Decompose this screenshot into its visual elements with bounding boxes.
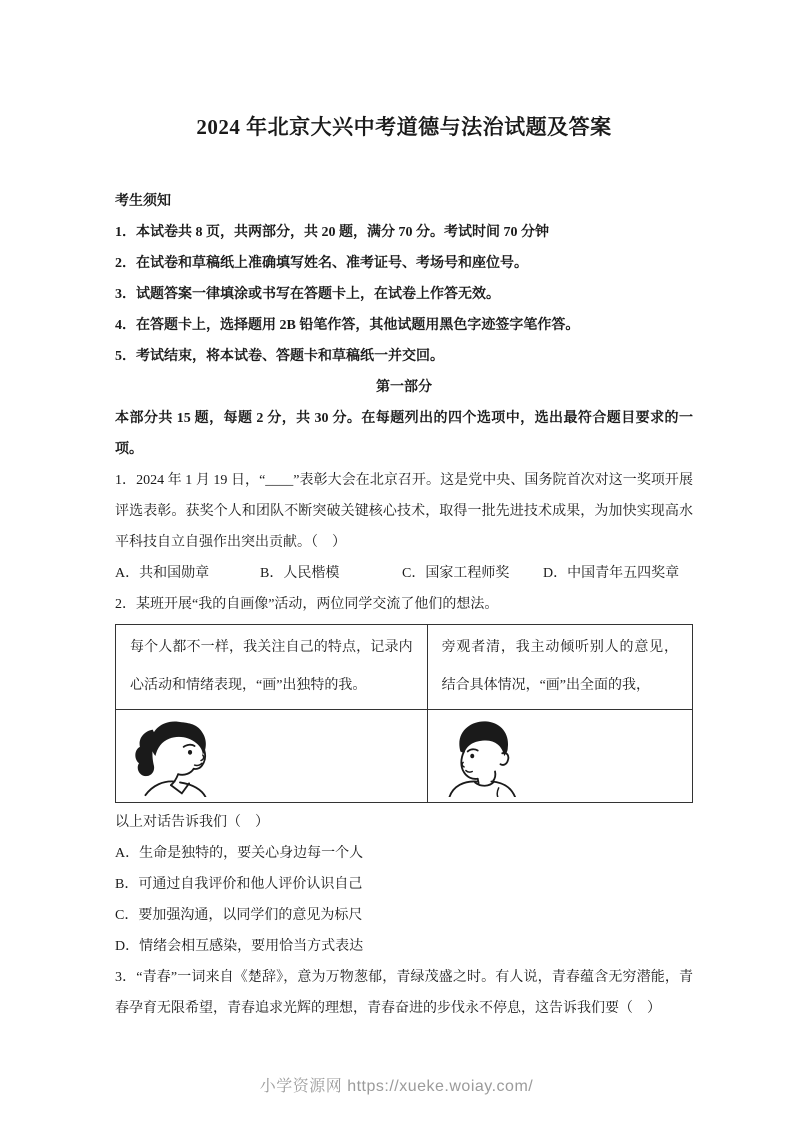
- part-one-description: 本部分共 15 题，每题 2 分，共 30 分。在每题列出的四个选项中，选出最符合题目要求的一项。: [115, 411, 693, 457]
- notice-item-3: 3．试题答案一律填涂或书写在答题卡上，在试卷上作答无效。: [115, 287, 500, 302]
- question-2-option-d: D．情绪会相互感染，要用恰当方式表达: [115, 939, 364, 954]
- table-row-portraits: [116, 710, 693, 803]
- notice-item-4: 4．在答题卡上，选择题用 2B 铅笔作答，其他试题用黑色字迹签字笔作答。: [115, 318, 580, 333]
- question-1-option-b: B．人民楷模: [260, 566, 340, 581]
- boy-illustration: [434, 715, 536, 797]
- question-2-option-a: A．生命是独特的，要关心身边每一个人: [115, 846, 364, 861]
- question-1-option-d: D．中国青年五四奖章: [543, 566, 680, 581]
- table-cell-girl-portrait: [116, 710, 428, 803]
- notice-item-1: 1．本试卷共 8 页，共两部分，共 20 题，满分 70 分。考试时间 70 分钟: [115, 225, 549, 240]
- question-1-option-a: A．共和国勋章: [115, 566, 210, 581]
- table-row-speech: [116, 625, 693, 710]
- page-title: 2024 年北京大兴中考道德与法治试题及答案: [196, 115, 612, 139]
- notice-item-2: 2．在试卷和草稿纸上准确填写姓名、准考证号、考场号和座位号。: [115, 256, 528, 271]
- girl-illustration: [122, 715, 238, 797]
- question-2-option-b: B．可通过自我评价和他人评价认识自己: [115, 877, 363, 892]
- question-2-option-c: C．要加强沟通，以同学们的意见为标尺: [115, 908, 363, 923]
- footer-watermark: 小学资源网 https://xueke.woiay.com/: [259, 1078, 534, 1095]
- question-3-text: 3．“青春”一词来自《楚辞》，意为万物葱郁，青绿茂盛之时。有人说，青春蕴含无穷潜能，青春孕育无限希望，青春追求光辉的理想，青春奋进的步伐永不停息，这告诉我们要（ ）: [115, 970, 693, 1016]
- question-1-option-c: C．国家工程师奖: [402, 566, 510, 581]
- question-1-text: 1．2024 年 1 月 19 日，“____”表彰大会在北京召开。这是党中央、国务院首次对这一奖项开展评选表彰。获奖个人和团队不断突破关键核心技术，取得一批先进技术成果，为加快实现高水平科技自立自强作出突出贡献。（ ）: [115, 473, 693, 550]
- notice-heading: 考生须知: [115, 194, 171, 209]
- notice-section: [115, 186, 693, 372]
- question-2-dialog-table: [115, 624, 693, 803]
- table-cell-girl-speech: 每个人都不一样，我关注自己的特点，记录内心活动和情绪表现，“画”出独特的我。: [116, 625, 428, 710]
- table-cell-boy-portrait: [427, 710, 692, 803]
- table-cell-boy-speech: 旁观者清，我主动倾听别人的意见，结合具体情况，“画”出全面的我，: [427, 625, 692, 710]
- question-2-prompt: 以上对话告诉我们（ ）: [115, 815, 269, 830]
- notice-item-5: 5．考试结束，将本试卷、答题卡和草稿纸一并交回。: [115, 349, 444, 364]
- part-one-heading: 第一部分: [376, 380, 432, 395]
- question-2-text: 2．某班开展“我的自画像”活动，两位同学交流了他们的想法。: [115, 597, 499, 612]
- question-1-options: [115, 558, 693, 589]
